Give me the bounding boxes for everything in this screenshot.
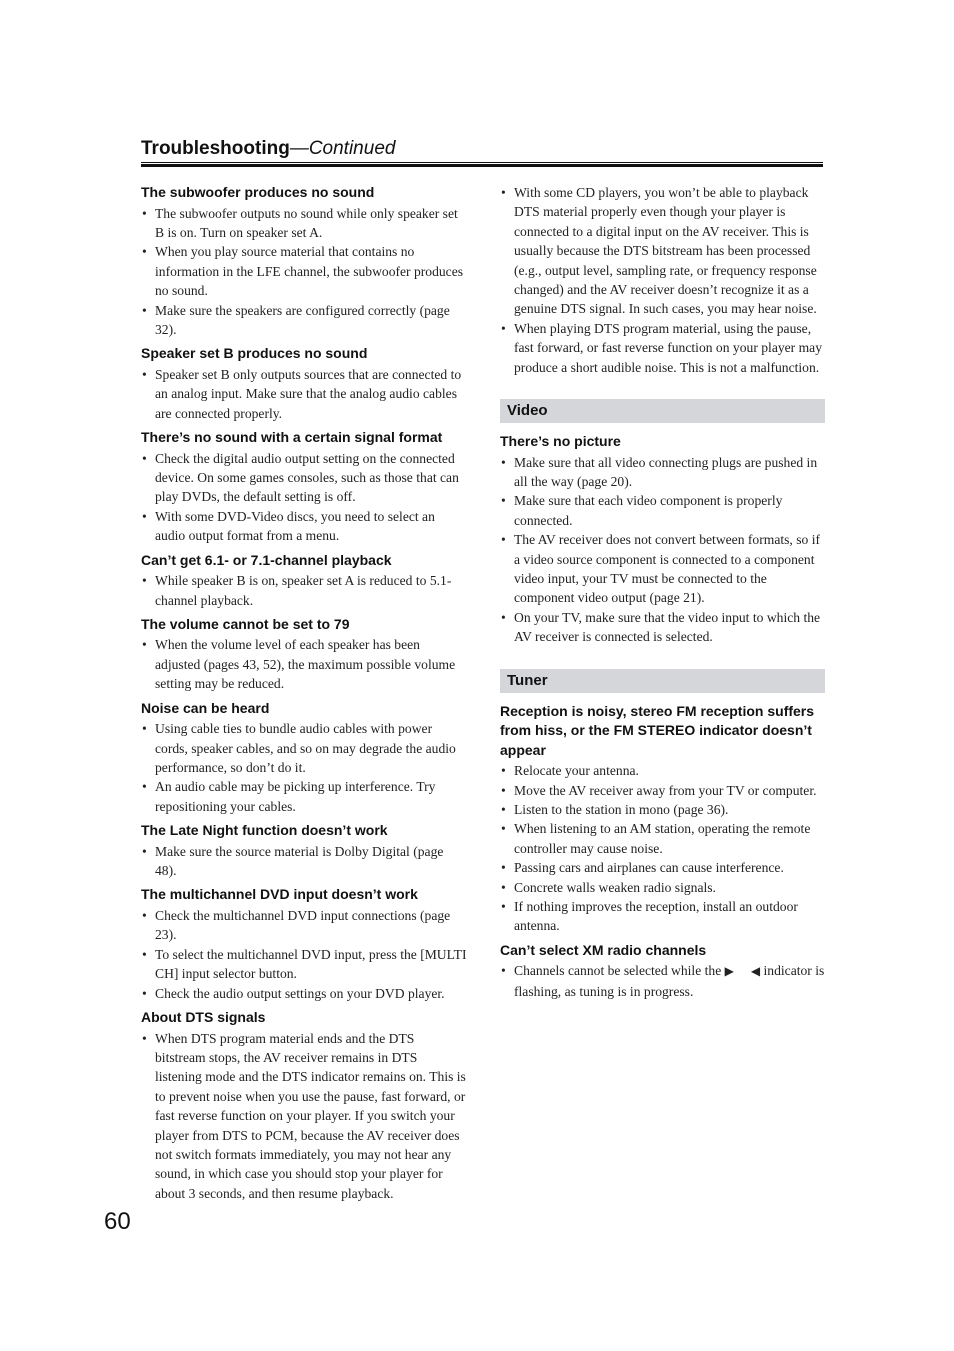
section-heading: There’s no sound with a certain signal format	[141, 429, 443, 446]
bullet-list	[141, 1029, 467, 1204]
list-item: • Listen to the station in mono (page 36).	[500, 800, 825, 819]
list-item: • Speaker set B only outputs sources that are connected to an analog input. Make sure that the analog audio cables are connected properly.	[141, 365, 467, 423]
section-heading: Can’t get 6.1- or 7.1-channel playback	[141, 551, 392, 568]
page-header	[141, 138, 823, 167]
xm-text-before: Channels cannot be selected while the	[514, 963, 725, 979]
bullet-list	[500, 961, 825, 1001]
section-heading: The subwoofer produces no sound	[141, 184, 375, 200]
list-item	[500, 961, 825, 1001]
bullet-list	[500, 453, 825, 647]
list-item: • Concrete walls weaken radio signals.	[500, 878, 825, 897]
list-item: • An audio cable may be picking up interference. Try repositioning your cables.	[141, 777, 467, 816]
bullet-list	[141, 365, 467, 423]
section-band-tuner: Tuner	[500, 669, 825, 693]
list-item: • Using cable ties to bundle audio cables with power cords, speaker cables, and so on may degrade the audio performance, so don’t do it.	[141, 719, 467, 777]
bullet-list	[141, 449, 467, 546]
header-title: Troubleshooting	[141, 138, 290, 159]
list-item: • Check the multichannel DVD input connections (page 23).	[141, 906, 467, 945]
section-heading: The multichannel DVD input doesn’t work	[141, 886, 418, 903]
list-item: • Check the audio output settings on your DVD player.	[141, 984, 467, 1003]
header-continued: —Continued	[289, 138, 396, 159]
list-item: • Make sure the speakers are configured correctly (page 32).	[141, 301, 467, 340]
section-heading: About DTS signals	[141, 1009, 266, 1025]
list-item: • On your TV, make sure that the video input to which the AV receiver is connected is selected.	[500, 608, 825, 647]
list-item: • Move the AV receiver away from your TV or computer.	[500, 781, 825, 800]
list-item: • To select the multichannel DVD input, press the [MULTI CH] input selector button.	[141, 945, 467, 984]
list-item: • While speaker B is on, speaker set A is reduced to 5.1-channel playback.	[141, 571, 467, 610]
bullet-list	[141, 635, 467, 693]
section-heading: Speaker set B produces no sound	[141, 345, 368, 362]
section-heading: The volume cannot be set to 79	[141, 615, 350, 632]
bullet-list	[500, 183, 825, 377]
bullet-list	[141, 719, 467, 816]
list-item: • The subwoofer outputs no sound while only speaker set B is on. Turn on speaker set A.	[141, 204, 467, 243]
bullet-list	[141, 842, 467, 881]
section-heading: There’s no picture	[500, 433, 621, 450]
xm-text-after: indicator is flashing, as tuning is in progress.	[514, 963, 825, 999]
page-number: 60	[104, 1208, 131, 1235]
list-item: • The AV receiver does not convert between formats, so if a video source component is connected to a component video input, your TV must be connected to the component video output (page 21).	[500, 530, 825, 608]
list-item: • Relocate your antenna.	[500, 761, 825, 780]
play-right-icon: ▶	[724, 964, 734, 979]
section-heading: Can’t select XM radio channels	[500, 941, 707, 958]
section-heading: The Late Night function doesn’t work	[141, 822, 388, 839]
bullet-list	[141, 906, 467, 1003]
list-item: • Make sure that each video component is properly connected.	[500, 491, 825, 530]
bullet-list	[141, 204, 467, 340]
list-item: • When you play source material that contains no information in the LFE channel, the subwoofer produces no sound.	[141, 242, 467, 300]
list-item: • Make sure that all video connecting plugs are pushed in all the way (page 20).	[500, 453, 825, 492]
section-heading: Noise can be heard	[141, 699, 270, 716]
right-column	[500, 183, 825, 1006]
list-item: • If nothing improves the reception, install an outdoor antenna.	[500, 897, 825, 936]
list-item: • With some CD players, you won’t be able to playback DTS material properly even though your player is connected to a digital input on the AV receiver. This is usually because the DTS bitstream has been processed (e.g., output level, sampling rate, or frequency response changed) and the AV receiver doesn’t recognize it as a genuine DTS signal. In such cases, you may hear noise.	[500, 183, 825, 319]
list-item: • Passing cars and airplanes can cause interference.	[500, 858, 825, 877]
list-item: • Check the digital audio output setting on the connected device. On some games consoles, such as those that can play DVDs, the default setting is off.	[141, 449, 467, 507]
play-left-icon: ◀	[750, 964, 761, 979]
left-column	[141, 183, 467, 1208]
section-heading: Reception is noisy, stereo FM reception suffers from hiss, or the FM STEREO indicator doesn’t appear	[500, 702, 815, 758]
list-item: • Make sure the source material is Dolby Digital (page 48).	[141, 842, 467, 881]
section-band-video: Video	[500, 399, 825, 423]
bullet-list	[500, 761, 825, 936]
list-item: • When listening to an AM station, operating the remote controller may cause noise.	[500, 819, 825, 858]
list-item: • When the volume level of each speaker has been adjusted (pages 43, 52), the maximum possible volume setting may be reduced.	[141, 635, 467, 693]
bullet-list	[141, 571, 467, 610]
list-item: • With some DVD-Video discs, you need to select an audio output format from a menu.	[141, 507, 467, 546]
list-item: • When playing DTS program material, using the pause, fast forward, or fast reverse function on your player may produce a short audible noise. This is not a malfunction.	[500, 319, 825, 377]
list-item: • When DTS program material ends and the DTS bitstream stops, the AV receiver remains in DTS listening mode and the DTS indicator remains on. This is to prevent noise when you use the pause, fast forward, or fast reverse function on your player. If you switch your player from DTS to PCM, because the AV receiver does not switch formats immediately, you may not hear any sound, in which case you should stop your player for about 3 seconds, and then resume playback.	[141, 1029, 467, 1204]
